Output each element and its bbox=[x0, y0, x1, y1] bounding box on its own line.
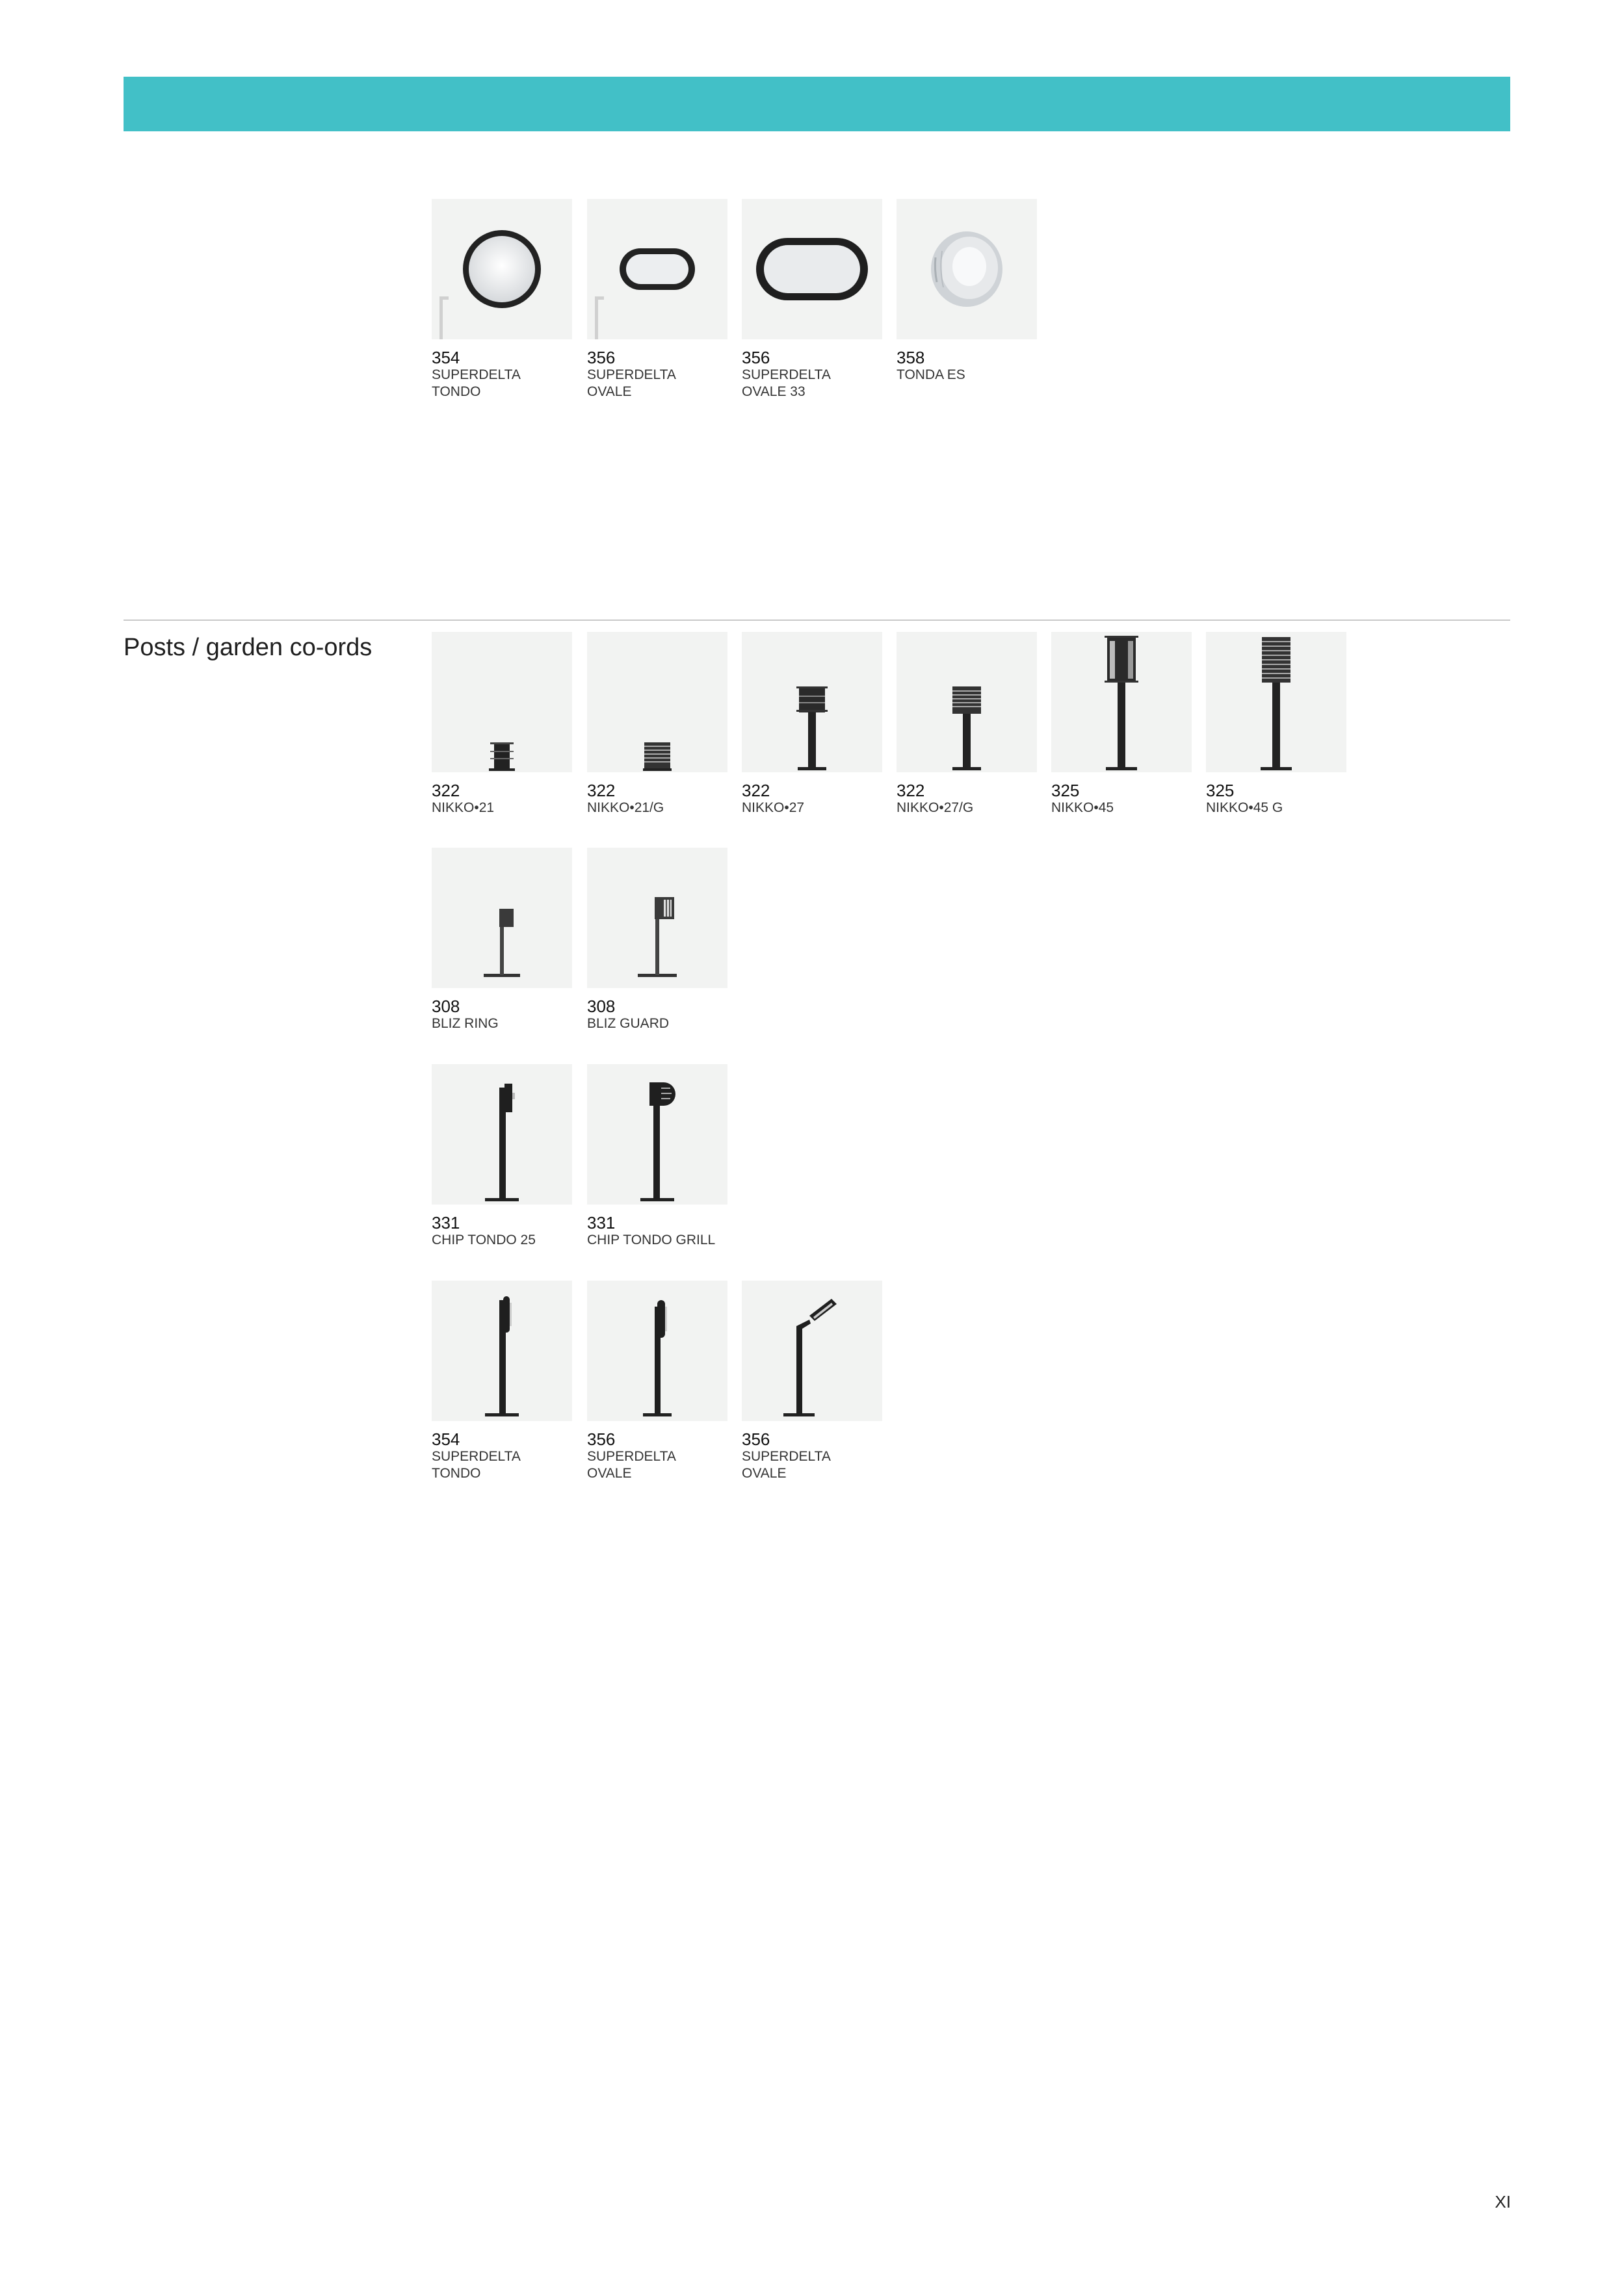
product-code: 322 bbox=[587, 781, 616, 800]
product-name: SUPERDELTA OVALE bbox=[587, 1449, 676, 1481]
prismatic-round-icon bbox=[897, 199, 1037, 339]
product-code: 331 bbox=[587, 1213, 616, 1233]
superdelta-oval-post-icon bbox=[587, 1281, 727, 1421]
product-thumbnail bbox=[742, 632, 882, 772]
product-code: 322 bbox=[742, 781, 770, 800]
product-thumbnail bbox=[742, 1281, 882, 1421]
product-thumbnail bbox=[587, 632, 727, 772]
header-banner bbox=[124, 77, 1510, 131]
product-name: NIKKO•21/G bbox=[587, 800, 664, 815]
product-thumbnail bbox=[432, 1064, 572, 1205]
product-name: SUPERDELTA TONDO bbox=[432, 1449, 521, 1481]
product-code: 356 bbox=[742, 348, 770, 367]
angled-head-post-icon bbox=[742, 1281, 882, 1421]
product-card-331-chip-tondo-25[interactable] bbox=[432, 1064, 572, 1249]
product-thumbnail bbox=[742, 199, 882, 339]
product-code: 308 bbox=[432, 997, 460, 1016]
product-name: CHIP TONDO 25 bbox=[432, 1233, 536, 1247]
product-name: TONDA ES bbox=[897, 367, 965, 382]
product-thumbnail bbox=[432, 1281, 572, 1421]
product-name: BLIZ GUARD bbox=[587, 1016, 670, 1031]
product-name: NIKKO•45 G bbox=[1206, 800, 1283, 815]
oval-bulkhead-small-icon bbox=[587, 199, 727, 339]
product-name: NIKKO•21 bbox=[432, 800, 495, 815]
chip-post-icon bbox=[432, 1064, 572, 1205]
product-code: 356 bbox=[587, 1429, 616, 1449]
product-thumbnail bbox=[587, 1064, 727, 1205]
product-card-356-superdelta-ovale-post[interactable] bbox=[587, 1281, 727, 1482]
product-code: 322 bbox=[897, 781, 925, 800]
product-thumbnail bbox=[432, 199, 572, 339]
product-name: NIKKO•27/G bbox=[897, 800, 974, 815]
short-bollard-grill-icon bbox=[587, 632, 727, 772]
product-name: SUPERDELTA OVALE bbox=[587, 367, 676, 399]
product-code: 322 bbox=[432, 781, 460, 800]
product-code: 358 bbox=[897, 348, 925, 367]
product-code: 356 bbox=[742, 1429, 770, 1449]
product-card-356-ovale[interactable] bbox=[587, 199, 727, 400]
product-thumbnail bbox=[587, 848, 727, 988]
chip-grill-post-icon bbox=[587, 1064, 727, 1205]
product-thumbnail bbox=[1206, 632, 1346, 772]
bliz-guard-post-icon bbox=[587, 848, 727, 988]
product-thumbnail bbox=[897, 199, 1037, 339]
medium-bollard-icon bbox=[742, 632, 882, 772]
product-thumbnail bbox=[432, 632, 572, 772]
product-card-322-nikko-21g[interactable] bbox=[587, 632, 727, 816]
tall-bollard-icon bbox=[1051, 632, 1192, 772]
product-thumbnail bbox=[1051, 632, 1192, 772]
product-card-354-superdelta-tondo-post[interactable] bbox=[432, 1281, 572, 1482]
product-card-322-nikko-27g[interactable] bbox=[897, 632, 1037, 816]
superdelta-post-icon bbox=[432, 1281, 572, 1421]
product-card-331-chip-tondo-grill[interactable] bbox=[587, 1064, 727, 1249]
product-code: 354 bbox=[432, 1429, 460, 1449]
section-divider bbox=[124, 620, 1510, 621]
product-thumbnail bbox=[587, 1281, 727, 1421]
product-card-325-nikko-45g[interactable] bbox=[1206, 632, 1346, 816]
product-name: NIKKO•27 bbox=[742, 800, 805, 815]
product-name: SUPERDELTA OVALE 33 bbox=[742, 367, 831, 399]
product-name: BLIZ RING bbox=[432, 1016, 499, 1031]
page-number: XI bbox=[1495, 2192, 1511, 2211]
short-bollard-icon bbox=[432, 632, 572, 772]
round-bulkhead-icon bbox=[432, 199, 572, 339]
product-name: SUPERDELTA OVALE bbox=[742, 1449, 831, 1481]
product-thumbnail bbox=[897, 632, 1037, 772]
product-name: CHIP TONDO GRILL bbox=[587, 1233, 716, 1247]
section-title: Posts / garden co-ords bbox=[124, 634, 373, 661]
product-thumbnail bbox=[432, 848, 572, 988]
product-card-356-ovale-33[interactable] bbox=[742, 199, 882, 400]
product-name: NIKKO•45 bbox=[1051, 800, 1114, 815]
product-card-308-bliz-ring[interactable] bbox=[432, 848, 572, 1032]
product-card-356-superdelta-ovale-angled[interactable] bbox=[742, 1281, 882, 1482]
product-name: SUPERDELTA TONDO bbox=[432, 367, 521, 399]
product-code: 325 bbox=[1206, 781, 1235, 800]
tall-bollard-grill-icon bbox=[1206, 632, 1346, 772]
product-card-325-nikko-45[interactable] bbox=[1051, 632, 1192, 816]
medium-bollard-grill-icon bbox=[897, 632, 1037, 772]
oval-bulkhead-large-icon bbox=[742, 199, 882, 339]
product-code: 356 bbox=[587, 348, 616, 367]
product-code: 331 bbox=[432, 1213, 460, 1233]
product-code: 308 bbox=[587, 997, 616, 1016]
product-code: 354 bbox=[432, 348, 460, 367]
product-card-308-bliz-guard[interactable] bbox=[587, 848, 727, 1032]
product-card-358-tonda-es[interactable] bbox=[897, 199, 1037, 384]
bliz-post-icon bbox=[432, 848, 572, 988]
product-card-322-nikko-21[interactable] bbox=[432, 632, 572, 816]
product-card-322-nikko-27[interactable] bbox=[742, 632, 882, 816]
product-card-354-tondo[interactable] bbox=[432, 199, 572, 400]
product-code: 325 bbox=[1051, 781, 1080, 800]
product-thumbnail bbox=[587, 199, 727, 339]
